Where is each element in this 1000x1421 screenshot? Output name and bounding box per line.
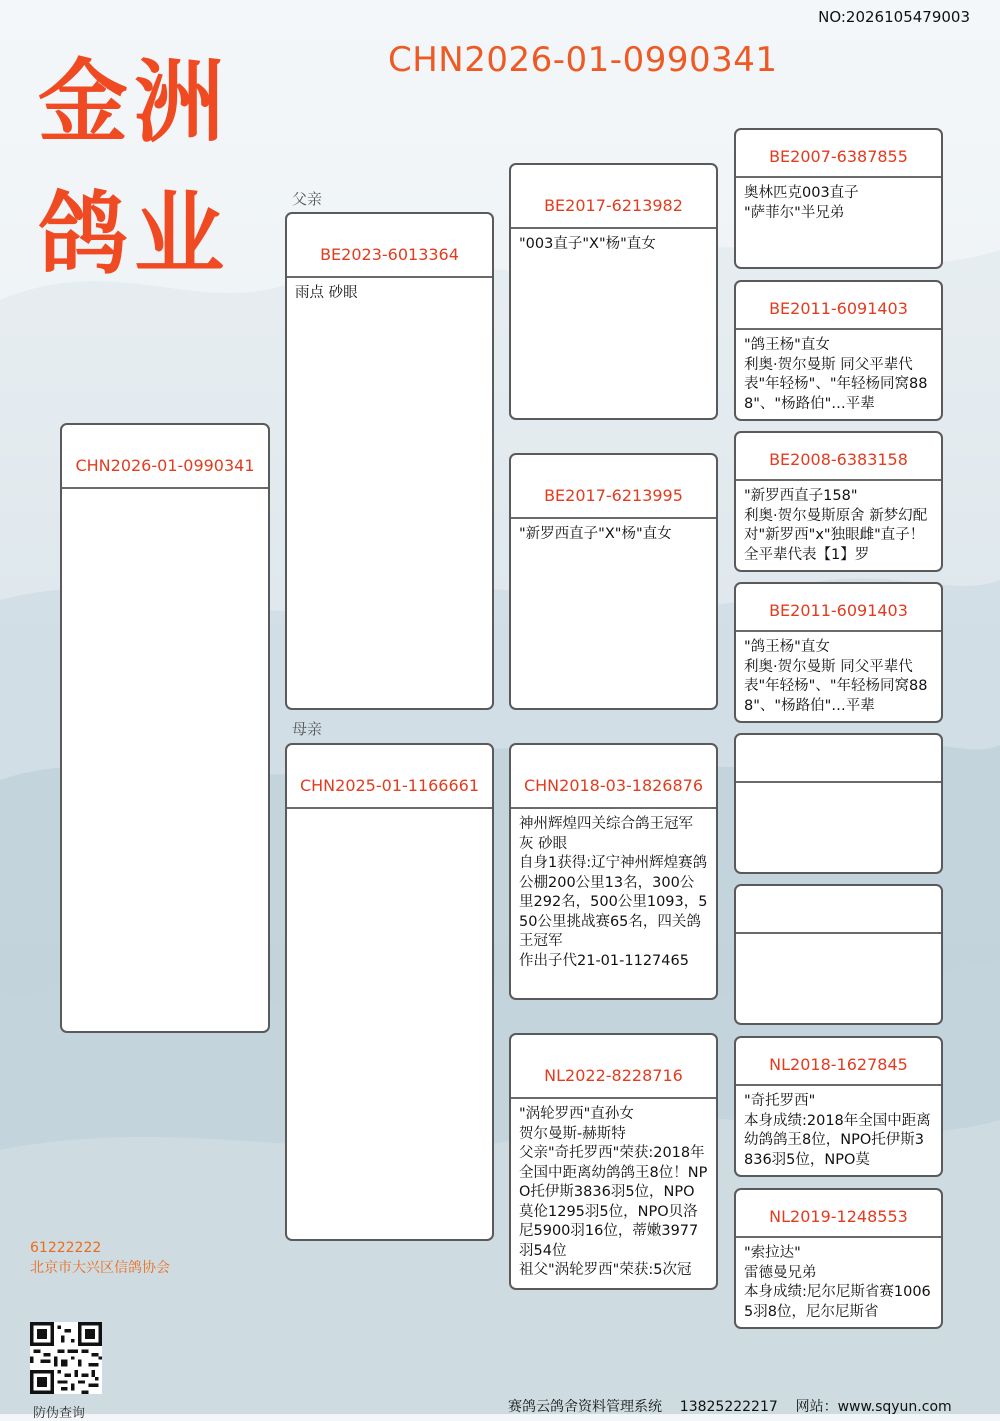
- great-grandparent-ring: BE2008-6383158: [736, 433, 941, 481]
- great-grandparent-ring: [736, 735, 941, 783]
- great-grandparent-info: "奇托罗西" 本身成绩:2018年全国中距离幼鸽鸽王8位，NPO托伊斯3836羽5位，NPO莫: [744, 1093, 931, 1168]
- association-name: 北京市大兴区信鸽协会: [30, 1260, 170, 1276]
- great-grandparent-ring: BE2007-6387855: [736, 130, 941, 178]
- mother-ring: CHN2025-01-1166661: [287, 745, 492, 809]
- qr-label: 防伪查询: [33, 1406, 86, 1421]
- association-phone: 61222222: [30, 1240, 102, 1256]
- subject-info: [62, 489, 268, 495]
- great-grandparent-card: [734, 280, 943, 421]
- paternal-grandmother-card: [509, 453, 718, 710]
- maternal-grandfather-ring: CHN2018-03-1826876: [511, 745, 716, 809]
- paternal-grandmother-ring: BE2017-6213995: [511, 455, 716, 519]
- father-card: [285, 212, 494, 710]
- mother-card: [285, 743, 494, 1241]
- great-grandparent-ring: BE2011-6091403: [736, 584, 941, 632]
- header-ring-number: CHN2026-01-0990341: [388, 40, 778, 80]
- qr-code[interactable]: [30, 1322, 102, 1394]
- great-grandparent-card-empty: [734, 884, 943, 1025]
- paternal-grandmother-info: "新罗西直子"X"杨"直女: [519, 526, 672, 542]
- great-grandparent-card: [734, 1036, 943, 1177]
- loft-logo-line-2: 鸽业: [38, 182, 230, 287]
- great-grandparent-info: 奥林匹克003直子 "萨菲尔"半兄弟: [744, 185, 859, 221]
- mother-info: [287, 809, 492, 815]
- document-number: NO:2026105479003: [818, 8, 970, 26]
- loft-logo-line-1: 金洲: [38, 50, 230, 155]
- great-grandparent-info: "鸽王杨"直女 利奥·贺尔曼斯 同父平辈代表"年轻杨"、"年轻杨同窝888"、"杨路伯"…平辈: [744, 337, 928, 412]
- great-grandparent-ring: NL2019-1248553: [736, 1190, 941, 1238]
- father-label: 父亲: [292, 190, 323, 208]
- great-grandparent-ring: [736, 886, 941, 934]
- great-grandparent-info: "鸽王杨"直女 利奥·贺尔曼斯 同父平辈代表"年轻杨"、"年轻杨同窝888"、"杨路伯"…平辈: [744, 639, 928, 714]
- paternal-grandfather-ring: BE2017-6213982: [511, 165, 716, 229]
- great-grandparent-info: "索拉达" 雷德曼兄弟 本身成绩:尼尔尼斯省赛10065羽8位，尼尔尼斯省: [744, 1245, 931, 1320]
- maternal-grandmother-ring: NL2022-8228716: [511, 1035, 716, 1099]
- great-grandparent-info: [736, 783, 941, 789]
- maternal-grandfather-info: 神州辉煌四关综合鸽王冠军 灰 砂眼 自身1获得:辽宁神州辉煌赛鸽公棚200公里13名，300公里292名，500公里1093，550公里挑战赛65名，四关鸽王冠军 作出子代21-01-1127465: [519, 816, 708, 969]
- great-grandparent-ring: NL2018-1627845: [736, 1038, 941, 1086]
- father-info: 雨点 砂眼: [295, 285, 358, 301]
- father-ring: BE2023-6013364: [287, 214, 492, 278]
- maternal-grandmother-info: "涡轮罗西"直孙女 贺尔曼斯-赫斯特 父亲"奇托罗西"荣获:2018年全国中距离幼鸽鸽王8位！NPO托伊斯3836羽5位，NPO莫伦1295羽5位，NPO贝洛尼5900羽16位，蒂嫩3977羽54位 祖父"涡轮罗西"荣获:5次冠: [519, 1106, 708, 1278]
- great-grandparent-card-empty: [734, 733, 943, 874]
- great-grandparent-card: [734, 128, 943, 269]
- paternal-grandfather-info: "003直子"X"杨"直女: [519, 236, 656, 252]
- great-grandparent-ring: BE2011-6091403: [736, 282, 941, 330]
- maternal-grandmother-card: [509, 1033, 718, 1290]
- mother-label: 母亲: [292, 720, 323, 738]
- great-grandparent-card: [734, 431, 943, 572]
- great-grandparent-info: "新罗西直子158" 利奥·贺尔曼斯原舍 新梦幻配对"新罗西"x"独眼雌"直子！全平辈代表【1】罗: [744, 488, 928, 563]
- paternal-grandfather-card: [509, 163, 718, 420]
- great-grandparent-card: [734, 1188, 943, 1329]
- subject-card: [60, 423, 270, 1033]
- association-block: [30, 1238, 170, 1278]
- great-grandparent-info: [736, 934, 941, 940]
- footer-info: 赛鸽云鸽舍资料管理系统 13825222217 网站：www.sqyun.com: [508, 1399, 952, 1415]
- maternal-grandfather-card: [509, 743, 718, 1000]
- subject-ring: CHN2026-01-0990341: [62, 425, 268, 489]
- great-grandparent-card: [734, 582, 943, 723]
